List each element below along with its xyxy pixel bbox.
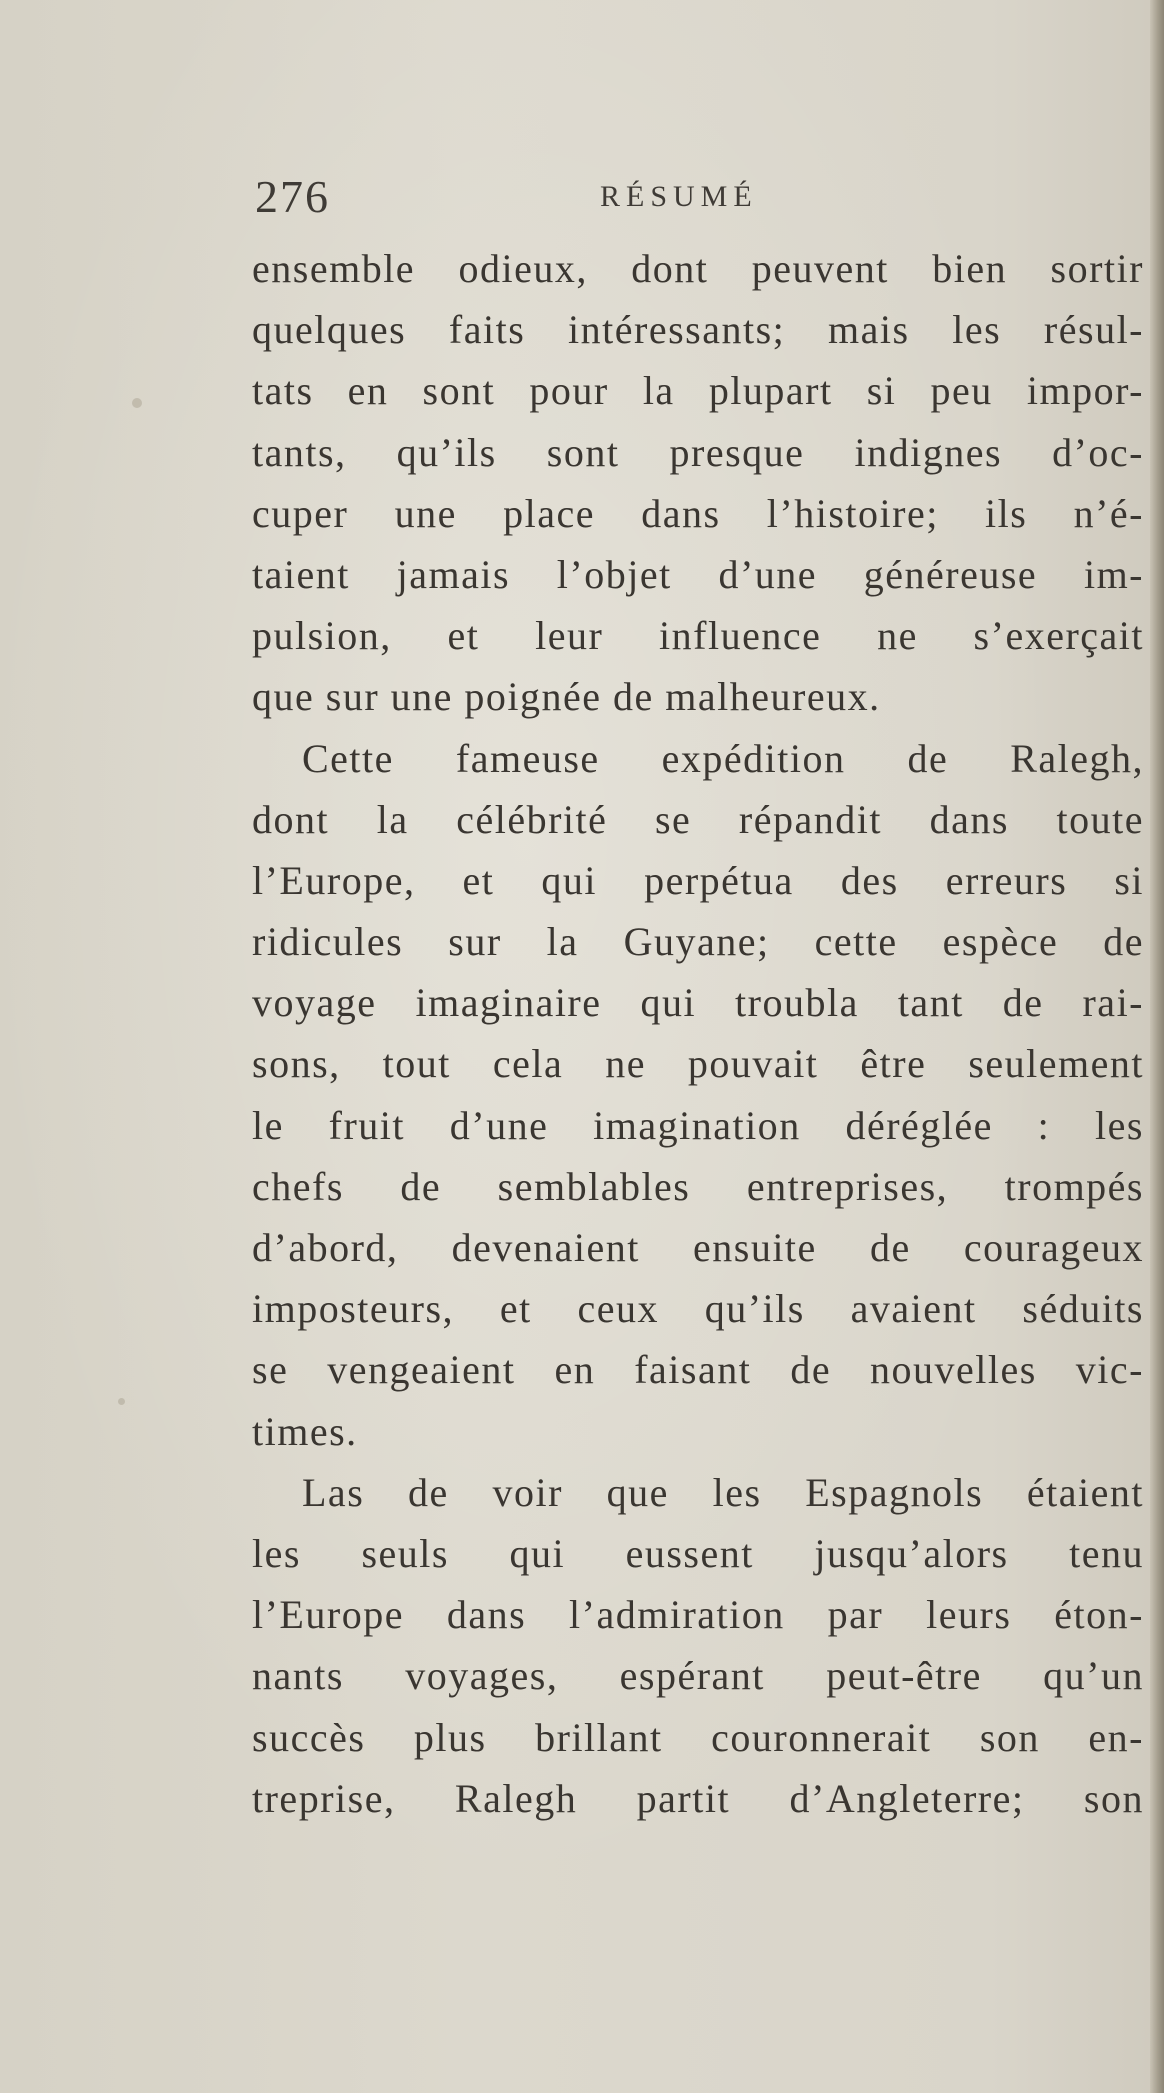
paragraph-end-line: que sur une poignée de malheureux. — [252, 674, 881, 720]
body-text — [252, 238, 1144, 1829]
paragraph-end-line: times. — [252, 1408, 358, 1454]
text-line: tants, qu’ils sont presque indignes d’oc- — [252, 429, 1144, 475]
page-binding-edge — [1150, 0, 1164, 2093]
paragraph-start-line: Las de voir que les Espagnols étaient — [302, 1469, 1144, 1515]
text-line: taient jamais l’objet d’une généreuse im- — [252, 551, 1144, 597]
paragraph-start-line: Cette fameuse expédition de Ralegh, — [302, 735, 1144, 781]
paper-foxing-spot — [132, 398, 142, 408]
text-line: sons, tout cela ne pouvait être seulement — [252, 1041, 1144, 1087]
text-line: ensemble odieux, dont peuvent bien sortir — [252, 246, 1144, 291]
text-line: les seuls qui eussent jusqu’alors tenu — [252, 1530, 1144, 1576]
page-header — [255, 170, 1155, 230]
text-line: voyage imaginaire qui troubla tant de rai- — [252, 980, 1144, 1026]
text-line: chefs de semblables entreprises, trompés — [252, 1163, 1144, 1209]
text-line: nants voyages, espérant peut-être qu’un — [252, 1653, 1144, 1699]
page-number: 276 — [255, 171, 330, 222]
text-line: ridicules sur la Guyane; cette espèce de — [252, 919, 1144, 965]
text-line: l’Europe, et qui perpétua des erreurs si — [252, 857, 1144, 903]
text-line: cuper une place dans l’histoire; ils n’é- — [252, 490, 1144, 536]
text-line: succès plus brillant couronnerait son en- — [252, 1714, 1144, 1760]
running-head: RÉSUMÉ — [600, 180, 758, 213]
text-line: l’Europe dans l’admiration par leurs éton- — [252, 1592, 1144, 1638]
text-line: tats en sont pour la plupart si peu impor- — [252, 368, 1144, 414]
text-line: le fruit d’une imagination déréglée : les — [252, 1102, 1144, 1148]
text-line: dont la célébrité se répandit dans toute — [252, 796, 1144, 842]
text-line: treprise, Ralegh partit d’Angleterre; son — [252, 1775, 1144, 1821]
text-line: d’abord, devenaient ensuite de courageux — [252, 1225, 1144, 1270]
text-line: se vengeaient en faisant de nouvelles vic- — [252, 1347, 1144, 1393]
paper-foxing-spot — [118, 1398, 125, 1405]
text-line: quelques faits intéressants; mais les résul- — [252, 307, 1144, 353]
text-line: imposteurs, et ceux qu’ils avaient séduits — [252, 1286, 1144, 1332]
text-line: pulsion, et leur influence ne s’exerçait — [252, 613, 1144, 659]
